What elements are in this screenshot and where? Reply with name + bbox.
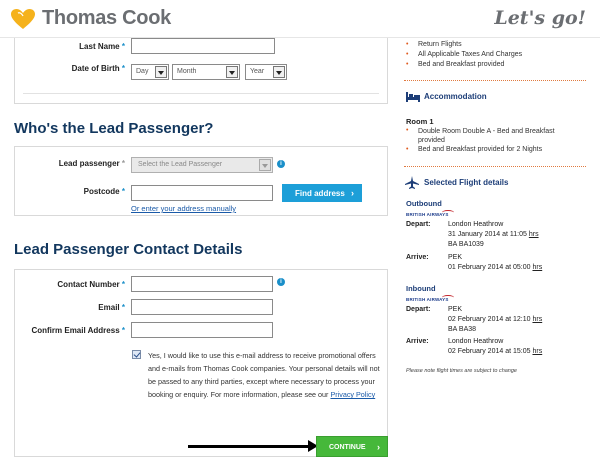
room-item: Double Room Double A - Bed and Breakfast provided <box>418 128 555 144</box>
divider <box>23 93 379 94</box>
depart-time: 02 February 2014 at 12:10 hrs <box>448 316 543 323</box>
bullet: • <box>406 41 409 48</box>
bullet: • <box>406 51 409 58</box>
slogan: Let's go! <box>494 7 586 29</box>
bullet: • <box>406 146 409 153</box>
consent-checkbox[interactable] <box>132 350 141 359</box>
lead-passenger-title: Who's the Lead Passenger? <box>14 120 214 137</box>
chevron-right-icon: › <box>377 442 380 452</box>
consent-text: Yes, I would like to use this e-mail address to receive promotional offers and e-mails from Thomas Cook companies. Your personal details will not be passed to any third parties, except where necessary to process your booking or enquiry. For more information, please see our Privacy Policy <box>148 351 380 399</box>
room-title: Room 1 <box>406 117 434 126</box>
find-address-button[interactable] <box>282 184 362 202</box>
plane-icon <box>405 176 419 189</box>
pointer-arrow <box>188 445 312 448</box>
site-header <box>0 0 600 38</box>
arrive-time: 01 February 2014 at 05:00 hrs <box>448 264 543 271</box>
postcode-input[interactable] <box>131 185 273 201</box>
dob-day-select[interactable] <box>131 64 169 80</box>
info-icon[interactable]: i <box>277 160 285 168</box>
lead-passenger-label: Lead passenger * <box>58 159 125 168</box>
arrive-label: Arrive: <box>406 254 429 261</box>
bullet: • <box>406 127 409 134</box>
included-item: Return Flights <box>418 41 462 48</box>
lead-passenger-panel <box>14 146 388 216</box>
contact-number-label: Contact Number * <box>57 280 125 289</box>
arrive-place: London Heathrow <box>448 338 504 345</box>
british-airways-logo: BRITISH AIRWAYS <box>406 297 452 305</box>
lead-passenger-value: Select the Lead Passenger <box>138 161 223 168</box>
heart-logo-icon <box>10 8 36 30</box>
chevron-down-icon <box>226 66 238 78</box>
depart-label: Depart: <box>406 306 431 313</box>
chevron-right-icon: › <box>351 188 354 198</box>
dob-label: Date of Birth * <box>71 64 125 73</box>
chevron-down-icon <box>259 159 271 171</box>
info-icon[interactable]: i <box>277 278 285 286</box>
accommodation-title: Accommodation <box>424 92 487 101</box>
flight-number: BA BA1039 <box>448 241 484 248</box>
arrive-place: PEK <box>448 254 463 261</box>
postcode-label: Postcode * <box>83 187 125 196</box>
inbound-title: Inbound <box>406 284 436 293</box>
passenger-details-panel <box>14 38 388 104</box>
lead-passenger-select[interactable] <box>131 157 273 173</box>
last-name-label: Last Name * <box>79 42 125 51</box>
privacy-policy-link[interactable]: Privacy Policy <box>330 390 376 399</box>
dob-year-value: Year <box>250 68 265 75</box>
continue-button[interactable] <box>316 436 388 457</box>
dob-year-select[interactable] <box>245 64 287 80</box>
dob-month-select[interactable] <box>172 64 240 80</box>
included-item: All Applicable Taxes And Charges <box>418 51 523 58</box>
confirm-email-label: Confirm Email Address * <box>31 326 125 335</box>
outbound-title: Outbound <box>406 199 442 208</box>
depart-place: London Heathrow <box>448 221 504 228</box>
booking-summary <box>400 38 600 466</box>
manual-address-link[interactable]: Or enter your address manually <box>131 204 237 213</box>
flight-number: BA BA38 <box>448 326 477 333</box>
divider <box>404 80 586 81</box>
email-input[interactable] <box>131 299 273 315</box>
contact-number-input[interactable] <box>131 276 273 292</box>
continue-label: CONTINUE <box>329 444 366 451</box>
brand-name: Thomas Cook <box>42 7 171 29</box>
british-airways-logo: BRITISH AIRWAYS <box>406 212 452 220</box>
flights-title: Selected Flight details <box>424 178 509 187</box>
divider <box>404 166 586 167</box>
arrive-time: 02 February 2014 at 15:05 hrs <box>448 348 543 355</box>
chevron-down-icon <box>155 66 167 78</box>
included-item: Bed and Breakfast provided <box>418 61 505 68</box>
chevron-down-icon <box>273 66 285 78</box>
depart-time: 31 January 2014 at 11:05 hrs <box>448 231 539 238</box>
bullet: • <box>406 61 409 68</box>
arrive-label: Arrive: <box>406 338 429 345</box>
flight-times-note: Please note flight times are subject to change <box>406 368 517 374</box>
dob-month-value: Month <box>177 68 197 75</box>
bed-icon <box>406 92 420 102</box>
depart-label: Depart: <box>406 221 431 228</box>
room-item: Bed and Breakfast provided for 2 Nights <box>418 146 543 153</box>
brand-logo[interactable] <box>10 7 171 30</box>
contact-details-title: Lead Passenger Contact Details <box>14 241 243 258</box>
last-name-input[interactable] <box>131 38 275 54</box>
find-address-label: Find address <box>295 189 345 198</box>
email-label: Email * <box>98 303 125 312</box>
confirm-email-input[interactable] <box>131 322 273 338</box>
depart-place: PEK <box>448 306 463 313</box>
dob-day-value: Day <box>136 68 149 75</box>
